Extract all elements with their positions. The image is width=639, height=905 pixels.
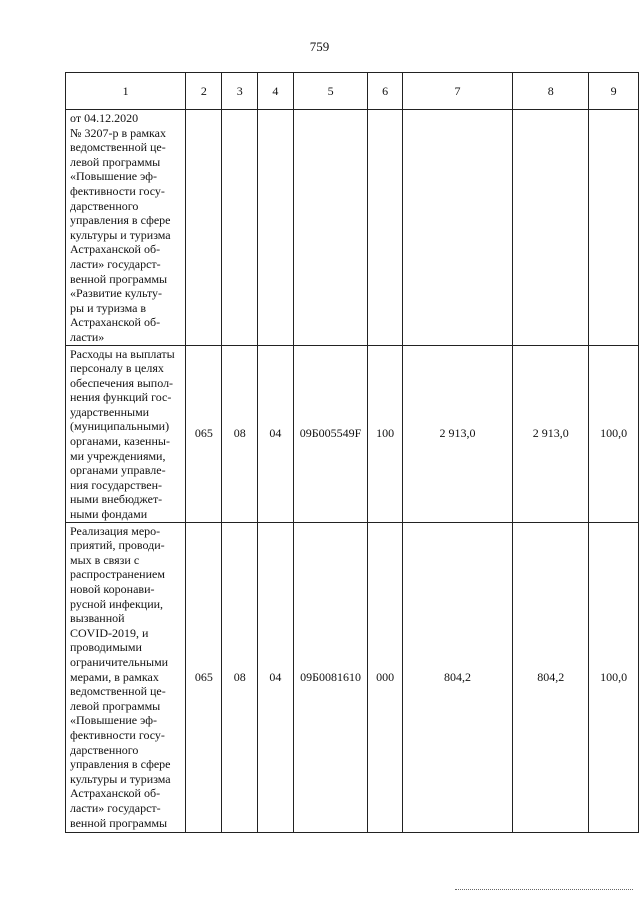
column-header: 9 (589, 73, 639, 110)
table-cell: 804,2 (513, 522, 589, 832)
table-cell: 04 (258, 522, 294, 832)
column-header: 3 (222, 73, 258, 110)
header-row (66, 73, 639, 110)
table-cell: 04 (258, 345, 294, 522)
row-description: Расходы на выплаты персоналу в целях обеспечения выпол- нения функций гос- ударственными (муниципальными) органами, казенны- ми учреждениями, органами управле- ния государствен- ными внебюджет- ными фондами (66, 345, 186, 522)
table-cell (222, 110, 258, 346)
column-header: 8 (513, 73, 589, 110)
table-cell: 100 (368, 345, 402, 522)
column-header: 5 (293, 73, 368, 110)
table-cell: 09Б0081610 (293, 522, 368, 832)
table-cell (368, 110, 402, 346)
table-cell (402, 110, 512, 346)
column-header: 2 (186, 73, 222, 110)
column-header: 4 (258, 73, 294, 110)
table-cell: 08 (222, 522, 258, 832)
table-cell: 2 913,0 (513, 345, 589, 522)
table-row (66, 522, 639, 832)
page-number: 759 (309, 39, 330, 54)
table-cell (186, 110, 222, 346)
table-cell (589, 110, 639, 346)
table-cell (513, 110, 589, 346)
table-cell: 100,0 (589, 345, 639, 522)
table-cell: 2 913,0 (402, 345, 512, 522)
table-row (66, 110, 639, 346)
row-description: от 04.12.2020 № 3207-р в рамках ведомственной це- левой программы «Повышение эф- фективности госу- дарственного управления в сфере культуры и туризма Астраханской об- ласти» государст- венной программы «Развитие культу- ры и туризма в Астраханской об- ласти» (66, 110, 186, 346)
table-cell: 065 (186, 345, 222, 522)
column-header: 1 (66, 73, 186, 110)
budget-table (65, 72, 639, 833)
table-cell: 08 (222, 345, 258, 522)
table-row (66, 345, 639, 522)
column-header: 6 (368, 73, 402, 110)
table-cell: 065 (186, 522, 222, 832)
column-header: 7 (402, 73, 512, 110)
table-cell: 804,2 (402, 522, 512, 832)
row-description: Реализация меро- приятий, проводи- мых в связи с распространением новой коронави- русной инфекции, вызванной COVID-2019, и проводимыми ограничительными мерами, в рамках ведомственной це- левой программы «Повышение эф- фективности госу- дарственного управления в сфере культуры и туризма Астраханской об- ласти» государст- венной программы (66, 522, 186, 832)
table-cell (293, 110, 368, 346)
table-cell (258, 110, 294, 346)
footer-divider (455, 889, 633, 890)
table-cell: 000 (368, 522, 402, 832)
table-cell: 100,0 (589, 522, 639, 832)
table-cell: 09Б005549F (293, 345, 368, 522)
